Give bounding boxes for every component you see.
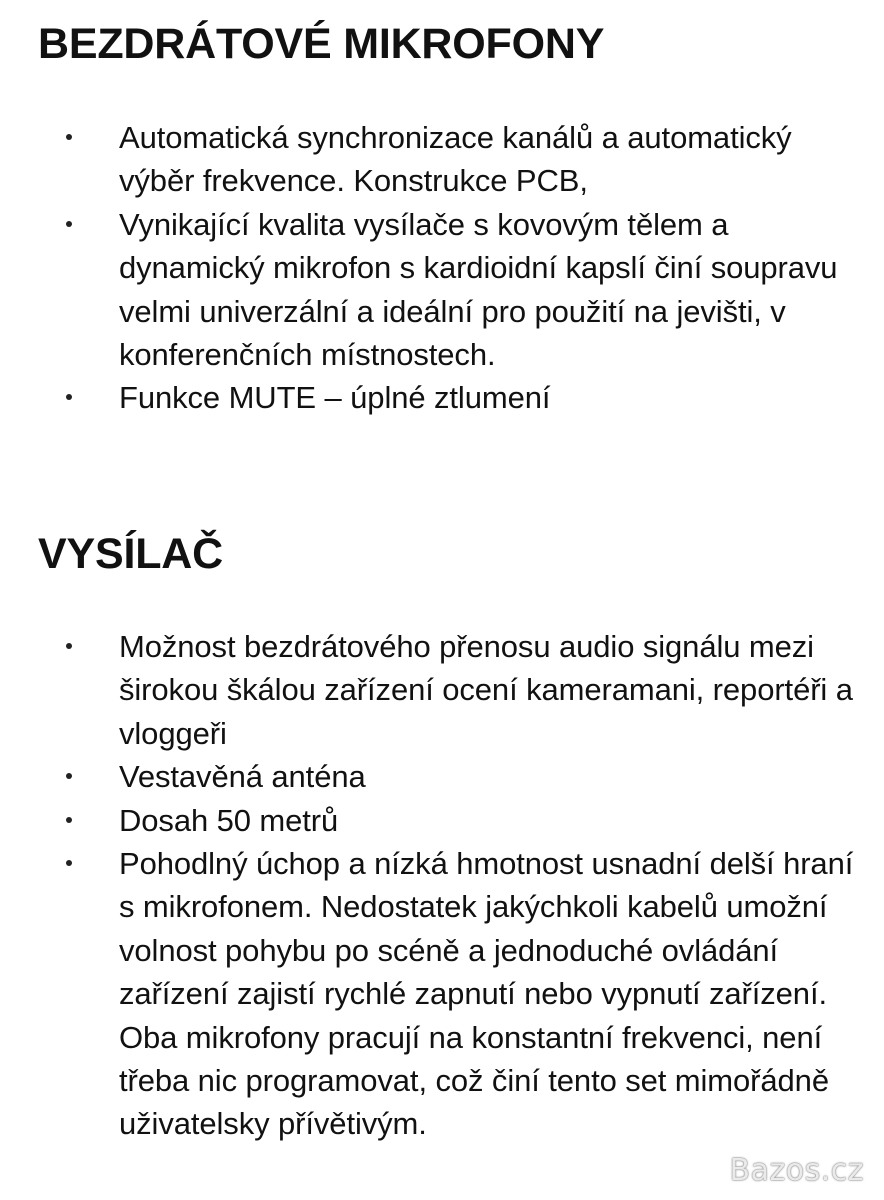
feature-list-transmitter: [0, 625, 884, 1146]
list-item: [0, 625, 884, 755]
list-item: [0, 755, 884, 798]
section-heading-transmitter: VYSÍLAČ: [38, 530, 223, 578]
bullet-icon: [66, 221, 72, 227]
bullet-icon: [66, 860, 72, 866]
list-item-text: Pohodlný úchop a nízká hmotnost usnadní delší hraní s mikrofonem. Nedostatek jakýchkoli kabelů umožní volnost pohybu po scéně a jednoduché ovládání zařízení zajistí rychlé zapnutí nebo vypnutí zařízení. Oba mikrofony pracují na konstantní frekvenci, není třeba nic programovat, což činí tento set mimořádně uživatelsky přívětivým.: [119, 846, 854, 1142]
feature-list-microphones: [0, 116, 884, 420]
list-item-text: Vestavěná anténa: [119, 759, 366, 795]
list-item-text: Dosah 50 metrů: [119, 802, 339, 838]
list-item: [0, 799, 884, 842]
list-item-text: Funkce MUTE – úplné ztlumení: [119, 380, 551, 416]
list-item-text: Vynikající kvalita vysílače s kovovým tělem a dynamický mikrofon s kardioidní kapslí činí soupravu velmi univerzální a ideální pro použití na jevišti, v konferenčních místnostech.: [119, 206, 838, 373]
bullet-icon: [66, 134, 72, 140]
bullet-icon: [66, 817, 72, 823]
list-item-text: Možnost bezdrátového přenosu audio signálu mezi širokou škálou zařízení ocení kameramani, reportéři a vloggeři: [119, 629, 853, 751]
bullet-icon: [66, 643, 72, 649]
section-heading-wireless-microphones: BEZDRÁTOVÉ MIKROFONY: [38, 20, 605, 68]
list-item: [0, 116, 884, 203]
bazos-watermark: Bazos.cz: [729, 1153, 864, 1188]
list-item-text: Automatická synchronizace kanálů a automatický výběr frekvence. Konstrukce PCB,: [119, 120, 792, 199]
list-item: [0, 376, 884, 419]
list-item: [0, 842, 884, 1146]
bullet-icon: [66, 394, 72, 400]
bullet-icon: [66, 773, 72, 779]
list-item: [0, 203, 884, 377]
